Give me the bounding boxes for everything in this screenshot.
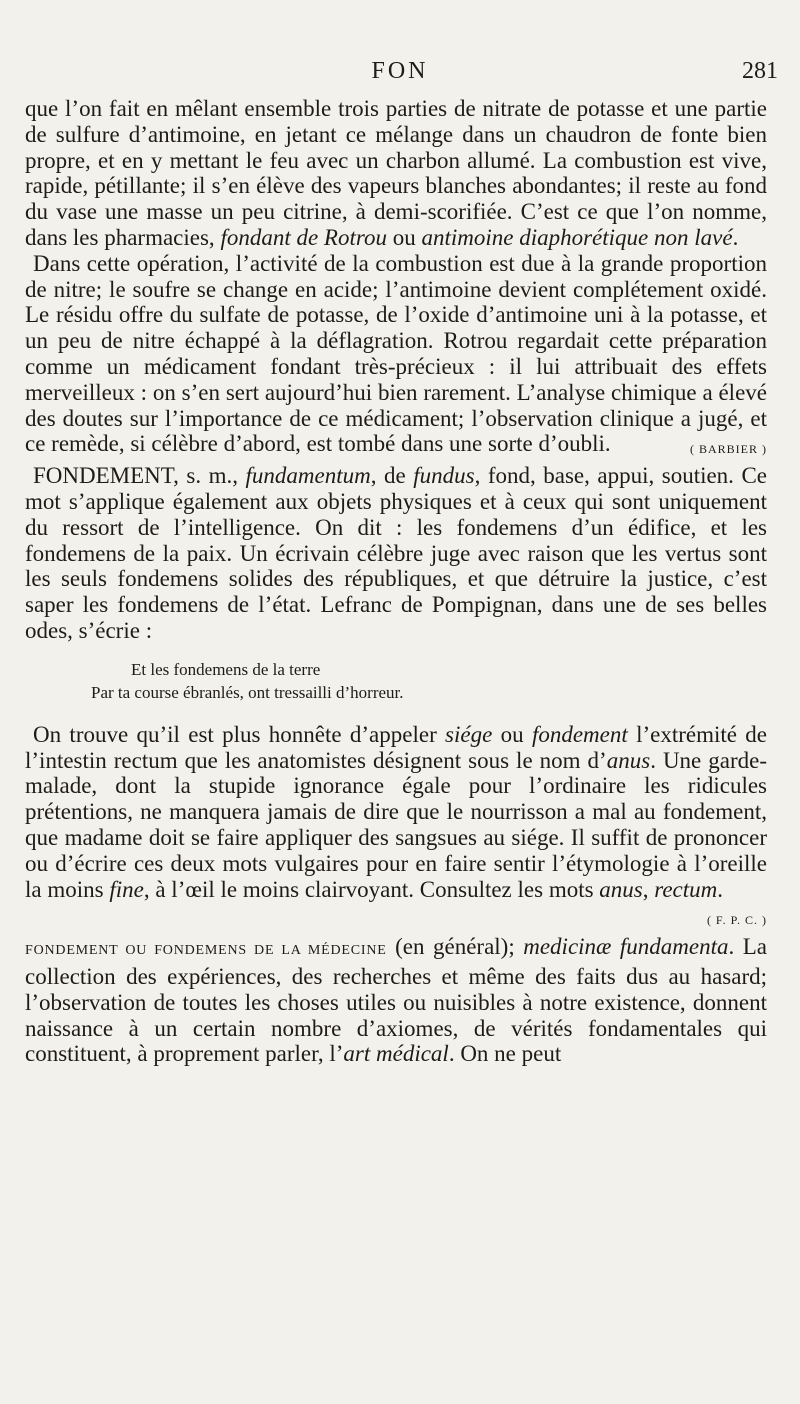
verse-line: Et les fondemens de la terre: [131, 659, 321, 679]
paragraph-text: , s. m.,: [173, 463, 246, 489]
author-signature: ( F. P. C. ): [706, 913, 767, 928]
paragraph-text: Dans cette opération, l’activité de la combustion est due à la grande proportion de nitre; le soufre se change en acide; l’antimoine devient complétement oxidé. Le résidu offre du sulfate de potasse, de l’oxide d’antimoine uni à la potasse, et un peu de nitre échappé à la déflagration. Rotrou regardait cette préparation comme un médicament fondant très-précieux : il lui attribuait des effets merveilleux : on s’en sert aujourd’hui bien rarement. L’analyse chimique a élevé des doutes sur l’importance de ce médicament; l’observation clinique a jugé, et ce remède, si célèbre d’abord, est tombé dans une sorte d’oubli.: [25, 250, 767, 457]
author-signature: ( BARBIER ): [690, 442, 767, 457]
running-title: FON: [371, 58, 429, 84]
paragraph-text: .: [717, 876, 724, 902]
paragraph-siege: [25, 721, 768, 928]
running-header: [0, 58, 800, 92]
paragraph-text: que l’on fait en mêlant ensemble trois parties de nitrate de potasse et une partie de sulfure d’antimoine, en jetant ce mélange dans un chaudron de fonte bien propre, et en y mettant le feu avec un charbon allumé. La combustion est vive, rapide, pétillante; il s’en élève des vapeurs blanches abondantes; il reste au fond du vase une masse un peu citrine, à demi-scorifiée. C’est ce que l’on nomme, dans les pharmacies,: [25, 96, 767, 250]
verse-line: Par ta course ébranlés, ont tressailli d’horreur.: [91, 682, 404, 702]
paragraph-text: . La collection des expériences, des recherches et même des faits dus au hasard; l’observation de toutes les choses utiles ou nuisibles à notre existence, donnent naissance à un certain nombre d’axiomes, de vérités fondamentales qui constituent, à proprement parler, l’: [25, 934, 768, 1067]
entry-fondement: [25, 463, 767, 644]
paragraph-text: (en général);: [386, 934, 524, 960]
paragraph-text: .: [732, 224, 739, 250]
paragraph-text: ,: [642, 876, 655, 902]
italic-term: fine: [109, 876, 144, 902]
italic-term: rectum: [654, 876, 718, 902]
paragraph-fondant-de-rotrou: [25, 96, 767, 251]
italic-term: anus: [606, 747, 651, 773]
italic-term: anus: [599, 876, 643, 902]
italic-term: fondement: [531, 721, 628, 747]
paragraph-text: l’extrémité de l’intestin rectum que les anatomistes désignent sous le nom d’: [25, 721, 767, 773]
paragraph-text: . Une garde-malade, dont la stupide ignorance égale pour l’ordinaire les ridicules prétentions, ne manquera jamais de dire que le nourrisson a mal au fondement, que madame doit se faire appliquer des sangsues au siége. Il suffit de prononcer ou d’écrire ces deux mots vulgaires pour en faire sentir l’étymologie à l’oreille la moins: [25, 747, 768, 902]
verse-quotation: [25, 658, 767, 704]
paragraph-text: . On ne peut: [448, 1041, 562, 1067]
paragraph-text: On trouve qu’il est plus honnête d’appeler: [33, 721, 446, 747]
paragraph-text: ou: [386, 224, 422, 250]
italic-term: fondant de Rotrou: [220, 224, 387, 250]
paragraph-operation: [25, 251, 767, 457]
italic-term: fundus: [413, 463, 475, 489]
page-number: 281: [742, 58, 778, 84]
paragraph-text: , fond, base, appui, soutien. Ce mot s’applique également aux objets physiques et à ceux qui sont uniquement du ressort de l’intelligence. On dit : les fondemens d’un édifice, et les fondemens de la paix. Un écrivain célèbre juge avec raison que les vertus sont les seuls fondemens solides des républiques, et que détruire la justice, c’est saper les fondemens de l’état. Lefranc de Pompignan, dans une de ses belles odes, s’écrie :: [25, 463, 767, 643]
paragraph-text: ou: [492, 721, 532, 747]
paragraph-text: , de: [370, 463, 414, 489]
italic-term: art médical: [343, 1041, 449, 1067]
entry-fondement-medecine: [25, 934, 767, 1067]
italic-term: antimoine diaphorétique non lavé: [421, 224, 733, 250]
paragraph-text: , à l’œil le moins clairvoyant. Consultez les mots: [143, 876, 600, 902]
body-text: [25, 96, 767, 1067]
entry-headword: FONDEMENT OU FONDEMENS DE LA MÉDECINE: [25, 943, 387, 959]
entry-headword: FONDEMENT: [33, 463, 174, 489]
italic-term: medicinæ fundamenta: [523, 934, 729, 960]
italic-term: siége: [445, 721, 493, 747]
italic-term: fundamentum: [245, 463, 371, 489]
